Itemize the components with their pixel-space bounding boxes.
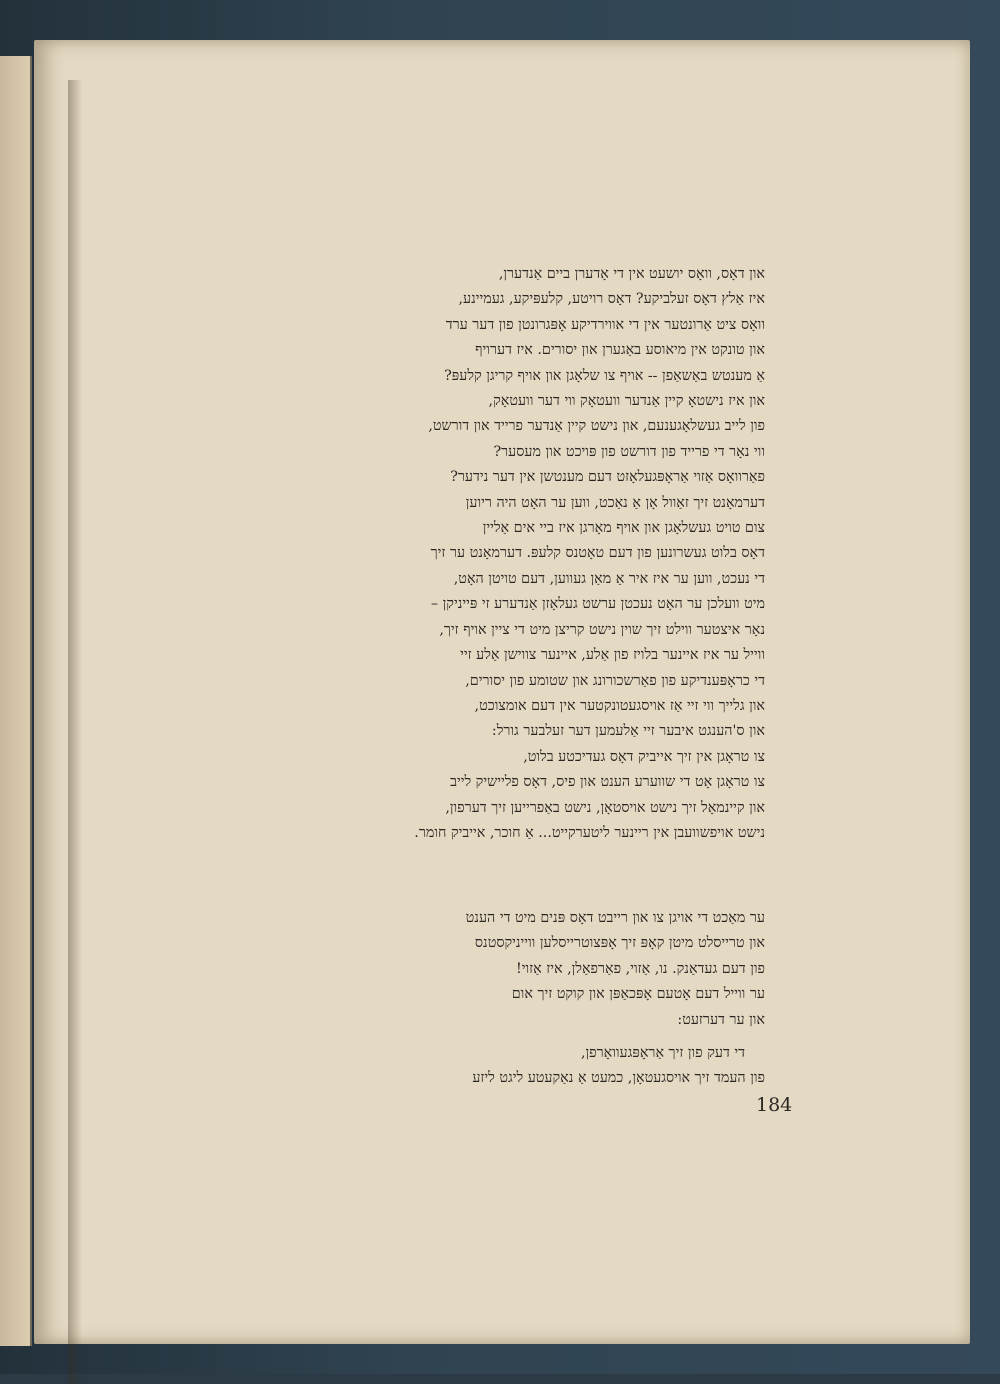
poem-line: און ער דערזעט:	[677, 1011, 765, 1028]
poem-line: צו טראָגן אין זיך אייביק דאָס געדיכטע בלוט,	[523, 748, 765, 765]
poem-line: דאָס בלוט געשרונען פון דעם טאָטנס קלעפּ. דערמאָנט ער זיך	[430, 545, 765, 562]
poem-line: נישט אויפשוועבן אין ריינער ליטערקייט... אַ חוכר, אייביק חומר.	[414, 824, 765, 841]
poem-stanza-2	[285, 906, 765, 1033]
poem-line: די כראָפּענדיקע פון פאַרשכורונג און שטומע פון יסורים,	[465, 672, 765, 689]
poem-line: און ס'הענגט איבער זיי אַלעמען דער זעלבער גורל:	[491, 723, 765, 740]
previous-page-edge	[0, 56, 32, 1346]
poem-line: ווי נאָר די פרייד פון דורשט פון פּויכט און מעסער?	[493, 443, 765, 460]
poem-line: די נעכט, ווען ער איז איר אַ מאַן געווען, דעם טויטן האָט,	[453, 570, 765, 587]
poem-line: ווייל ער איז איינער בלויז פון אַלע, איינער צווישן אַלע זיי	[460, 647, 765, 664]
poem-line: און קיינמאָל זיך נישט אויסטאָן, נישט באַפרייען זיך דערפון,	[445, 799, 765, 816]
poem-line: פון העמד זיך אויסגעטאָן, כמעט אַ נאַקעטע ליגט ליזע	[472, 1070, 765, 1087]
poem-line: אַ מענטש באַשאַפן -- אויף צו שלאָגן און אויף קריגן קלעפּ?	[444, 367, 765, 384]
poem-line: ער ווייל דעם אָטעם אָפּכאַפּן און קוקט זיך אום	[511, 986, 765, 1003]
poem-line: און דאָס, וואָס יושעט אין די אָדערן ביים אַנדערן,	[498, 266, 765, 282]
poem-line: און טונקט אין מיאוסע באַגערן און יסורים. איז דערויף	[475, 342, 765, 359]
poem-line: און איז נישטאָ קיין אַנדער וועטאָק ווי דער וועטאָק,	[488, 393, 765, 410]
poem-stanza-1	[245, 262, 765, 846]
book-page	[34, 40, 970, 1344]
poem-line: צום טויט געשלאָגן און אויף מאָרגן איז ביי אים אַליין	[482, 520, 765, 537]
poem-line: וואָס ציט אַרונטער אין די אווירדיקע אָפּגרונטן פון דער ערד	[445, 316, 765, 333]
poem-line: ער מאַכט די אויגן צו און רייבט דאָס פּנים מיט די הענט	[465, 910, 765, 926]
poem-line: מיט וועלכן ער האָט נעכטן ערשט געלאָזן אַנדערע זי פּייניקן –	[430, 596, 765, 613]
poem-line: איז אַלץ דאָס זעלביקע? דאָס רויטע, קלעפּיקע, געמיינע,	[458, 291, 765, 308]
poem-line: דערמאָנט זיך זאַוול אָן אַ נאַכט, ווען ער האָט היה ריוען	[465, 494, 765, 511]
poem-line: צו טראָגן אָט די שווערע הענט און פיס, דאָס פליישיק לייב	[450, 774, 765, 791]
poem-line: פאַרוואָס אַזוי אַראָפּגעלאָזט דעם מענטשן אין דער נידער?	[450, 469, 765, 486]
spine-shadow	[68, 80, 82, 1384]
page-number: 184	[756, 1094, 793, 1116]
poem-line: פון לייב געשלאָגענעם, און נישט קיין אַנדער פרייד און דורשט,	[428, 418, 765, 435]
poem-line: די דעק פון זיך אַראָפּגעוואָרפן,	[580, 1045, 745, 1061]
poem-line: און גלייך ווי זיי אַז אויסגעטונקטער אין דעם אומצוכט,	[474, 697, 765, 714]
poem-line: פון דעם געדאַנק. נו, אַזוי, פאַרפאַלן, איז אַזוי!	[515, 960, 765, 977]
poem-line: נאָר איצטער ווילט זיך שוין נישט קריצן מיט די ציין אויף זיך,	[439, 621, 765, 638]
poem-line: און טרייסלט מיטן קאָפּ זיך אָפּצוטרייסלען ווייניקסטנס	[474, 935, 765, 952]
poem-stanza-3	[325, 1041, 765, 1092]
